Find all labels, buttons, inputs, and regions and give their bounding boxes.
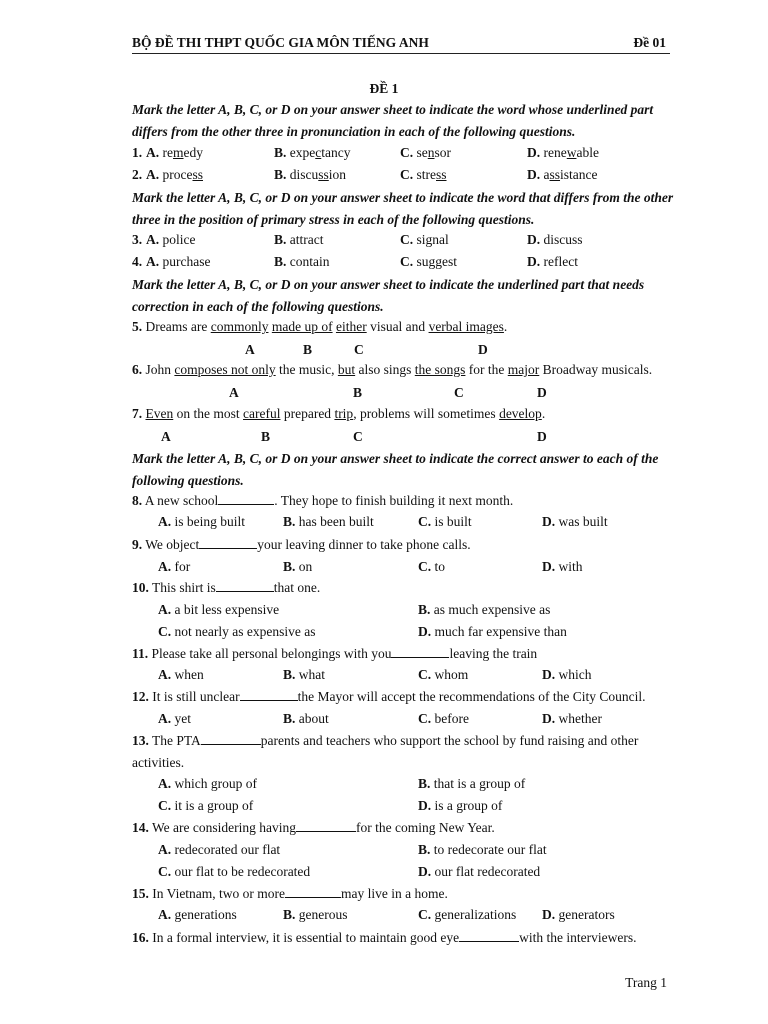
q12-option-a: A. yet	[158, 711, 191, 726]
q14-option-d: D. our flat redecorated	[418, 864, 541, 879]
q5-label-a: A	[245, 342, 255, 357]
instruction-stress: Mark the letter A, B, C, or D on your answer sheet to indicate the word that differs from the other three in the position of primary stress in each of the following questions.	[132, 190, 674, 227]
q2-option-c: C. stress	[400, 167, 447, 182]
question-13: 13. The PTA parents and teachers who support the school by fund raising and other	[132, 733, 639, 748]
q15-option-d: D. generators	[542, 907, 615, 922]
question-1: 1.	[132, 145, 143, 160]
question-9: 9. We object your leaving dinner to take phone calls.	[132, 537, 471, 552]
q10-option-b: B. as much expensive as	[418, 602, 551, 617]
q8-option-a: A. is being built	[158, 514, 245, 529]
q13-option-d: D. is a group of	[418, 798, 503, 813]
instruction-error-correction: Mark the letter A, B, C, or D on your answer sheet to indicate the underlined part that needs correction in each of the following questions.	[132, 277, 645, 314]
q13-option-c: C. it is a group of	[158, 798, 254, 813]
question-8: 8. A new school . They hope to finish building it next month.	[132, 493, 514, 508]
answer-blank	[459, 930, 519, 942]
answer-blank	[296, 820, 356, 832]
question-4: 4.	[132, 254, 143, 269]
header-title: BỘ ĐỀ THI THPT QUỐC GIA MÔN TIẾNG ANH	[132, 35, 429, 50]
question-13-continued: activities.	[132, 755, 185, 770]
question-12: 12. It is still unclear the Mayor will accept the recommendations of the City Council.	[132, 689, 646, 704]
q3-option-b: B. attract	[274, 232, 324, 247]
q15-option-a: A. generations	[158, 907, 237, 922]
q9-option-a: A. for	[158, 559, 191, 574]
q9-option-d: D. with	[542, 559, 583, 574]
question-16: 16. In a formal interview, it is essential to maintain good eye with the interviewers.	[132, 930, 637, 945]
q1-option-b: B. expectancy	[274, 145, 351, 160]
exam-title: ĐỀ 1	[369, 81, 399, 96]
q14-option-b: B. to redecorate our flat	[418, 842, 547, 857]
q14-option-c: C. our flat to be redecorated	[158, 864, 311, 879]
answer-blank	[240, 689, 298, 701]
q4-option-d: D. reflect	[527, 254, 578, 269]
q3-option-d: D. discuss	[527, 232, 583, 247]
q2-option-d: D. assistance	[527, 167, 598, 182]
q3-option-a: A. police	[146, 232, 196, 247]
q14-option-a: A. redecorated our flat	[158, 842, 281, 857]
q2-option-b: B. discussion	[274, 167, 347, 182]
q3-option-c: C. signal	[400, 232, 449, 247]
q7-label-a: A	[161, 429, 171, 444]
q15-option-b: B. generous	[283, 907, 348, 922]
q1-option-a: A. remedy	[146, 145, 204, 160]
q10-option-c: C. not nearly as expensive as	[158, 624, 316, 639]
q8-option-c: C. is built	[418, 514, 472, 529]
q6-label-a: A	[229, 385, 239, 400]
q7-label-c: C	[353, 429, 363, 444]
q6-label-b: B	[353, 385, 363, 400]
q5-label-d: D	[478, 342, 488, 357]
q11-option-d: D. which	[542, 667, 592, 682]
q10-option-a: A. a bit less expensive	[158, 602, 280, 617]
q4-option-c: C. suggest	[400, 254, 457, 269]
question-14: 14. We are considering having for the coming New Year.	[132, 820, 495, 835]
q12-option-b: B. about	[283, 711, 329, 726]
q5-label-c: C	[354, 342, 364, 357]
answer-blank	[201, 733, 261, 745]
q11-option-b: B. what	[283, 667, 326, 682]
q8-option-d: D. was built	[542, 514, 608, 529]
instruction-pronunciation: Mark the letter A, B, C, or D on your answer sheet to indicate the word whose underlined part differs from the other three in pronunciation in each of the following questions.	[132, 102, 654, 139]
answer-blank	[391, 646, 449, 658]
answer-blank	[218, 493, 274, 505]
question-3: 3.	[132, 232, 143, 247]
question-10: 10. This shirt is that one.	[132, 580, 321, 595]
instruction-multiple-choice: Mark the letter A, B, C, or D on your answer sheet to indicate the correct answer to each of the following questions.	[132, 451, 659, 488]
q1-option-c: C. sensor	[400, 145, 451, 160]
q5-label-b: B	[303, 342, 313, 357]
q7-label-d: D	[537, 429, 547, 444]
header-exam-number: Đề 01	[633, 35, 666, 50]
question-2: 2.	[132, 167, 143, 182]
answer-blank	[216, 580, 274, 592]
q6-label-c: C	[454, 385, 464, 400]
q12-option-c: C. before	[418, 711, 469, 726]
page-header	[132, 33, 670, 54]
q11-option-a: A. when	[158, 667, 204, 682]
q6-label-d: D	[537, 385, 547, 400]
question-15: 15. In Vietnam, two or more may live in a home.	[132, 886, 448, 901]
q4-option-a: A. purchase	[146, 254, 211, 269]
q1-option-d: D. renewable	[527, 145, 599, 160]
q9-option-b: B. on	[283, 559, 313, 574]
q9-option-c: C. to	[418, 559, 446, 574]
question-7: 7. Even on the most careful prepared trip, problems will sometimes develop.	[132, 406, 546, 421]
q13-option-a: A. which group of	[158, 776, 257, 791]
question-5: 5. Dreams are commonly made up of either visual and verbal images.	[132, 319, 508, 334]
q10-option-d: D. much far expensive than	[418, 624, 567, 639]
q12-option-d: D. whether	[542, 711, 602, 726]
question-6: 6. John composes not only the music, but also sings the songs for the major Broadway musicals.	[132, 362, 653, 377]
q4-option-b: B. contain	[274, 254, 330, 269]
q7-label-b: B	[261, 429, 271, 444]
question-11: 11. Please take all personal belongings with you leaving the train	[132, 646, 538, 661]
answer-blank	[199, 537, 257, 549]
q13-option-b: B. that is a group of	[418, 776, 526, 791]
answer-blank	[285, 886, 341, 898]
q15-option-c: C. generalizations	[418, 907, 517, 922]
q8-option-b: B. has been built	[283, 514, 374, 529]
q11-option-c: C. whom	[418, 667, 469, 682]
page-number: Trang 1	[625, 975, 667, 990]
q2-option-a: A. process	[146, 167, 203, 182]
